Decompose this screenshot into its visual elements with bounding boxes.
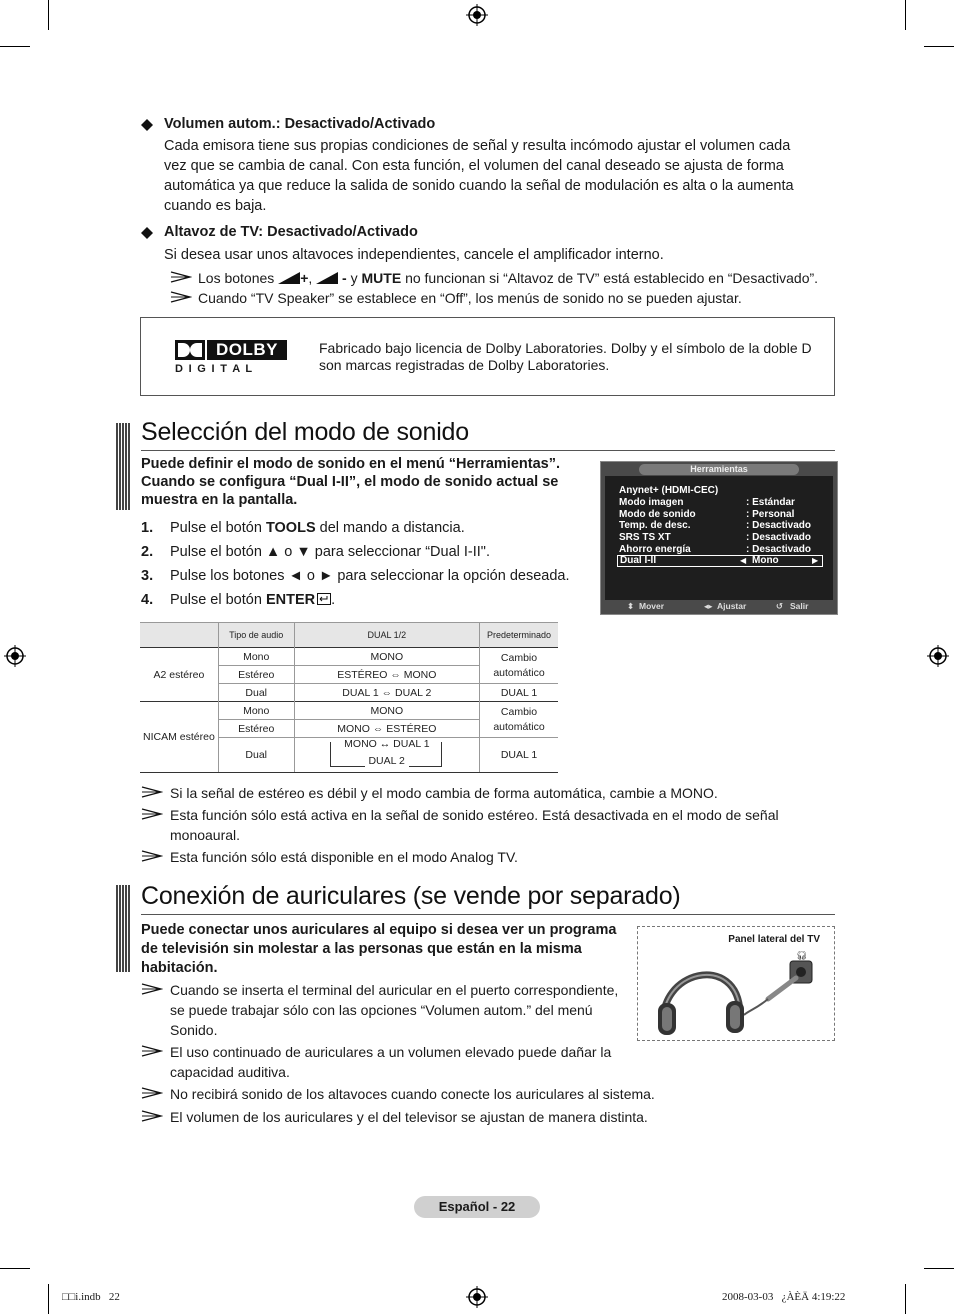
note-text: no funcionan si “Altavoz de TV” está establecido en “Desactivado”. [405,270,819,286]
note-text: Cuando se inserta el terminal del auricular en el puerto correspondiente, se puede trabajar sólo con las opciones “Volumen autom.” del menú Sonido. [170,982,619,1038]
dolby-logo [175,340,293,376]
note-hearing-damage [141,1042,621,1082]
menu-row [619,520,819,532]
section-title-headphones: Conexión de auriculares (se vende por separado) [141,882,681,910]
menu-row-key: Ahorro energía [619,544,691,555]
tools-menu-screenshot [600,461,838,615]
table-cell: Mono [218,648,294,666]
table-group-a2: A2 estéreo [140,648,218,702]
left-arrow-icon: ◀ [740,556,747,565]
sound-mode-intro: Puede definir el modo de sonido en el menú “Herramientas”. Cuando se configura “Dual I-II”, el modo de sonido actual se muestra en la pantalla. [141,456,560,508]
and-word: y [350,270,358,286]
enter-label: ENTER [265,592,316,608]
menu-row [619,485,819,497]
note-text: Esta función sólo está activa en la señal de sonido estéreo. Está desactivada en el modo de señal monoaural. [170,807,779,843]
panel-label: Panel lateral del TV [728,934,820,945]
note-text: No recibirá sonido de los altavoces cuando conecte los auriculares al sistema. [170,1086,655,1102]
menu-row-value: : Desactivado [746,544,812,555]
table-cell: Estéreo [218,720,294,738]
table-cell-line: MONO ↔ DUAL 1 [344,738,430,750]
print-timestamp: 2008-03-03 ¿ÀÈÄ 4:19:22 [722,1291,846,1303]
note-arrow-icon [170,290,192,304]
table-cell: ESTÉREO ⇔ MONO [294,666,479,684]
section-bar [116,423,130,510]
table-header: Tipo de audio [218,623,294,648]
step-text: Pulse el botón [170,592,266,608]
dolby-digital-text: D I G I T A L [175,363,254,375]
menu-row-value: : Desactivado [746,520,812,531]
menu-row [619,497,819,509]
menu-row-value: : Personal [746,509,795,520]
footer-adjust: Ajustar [717,601,747,611]
minus-label: - [342,270,347,286]
table-cell: Dual [218,738,294,773]
volume-auto-title: Volumen autom.: Desactivado/Activado [164,116,436,132]
table-header: Predeterminado [480,623,558,648]
table-cell: DUAL 1 [480,684,558,702]
registration-mark-icon [4,645,26,667]
menu-row-selected [617,555,823,567]
menu-row-key: Modo de sonido [619,509,696,520]
table-header-empty [140,623,218,648]
step-number: 4. [141,592,154,608]
table-cell-dual-cycle [294,738,479,773]
menu-row-key: SRS TS XT [619,532,671,543]
note-arrow-icon [141,807,163,821]
step-4 [141,590,601,614]
step-number: 1. [141,520,154,536]
step-text: del mando a distancia. [315,520,465,536]
dolby-license-text: Fabricado bajo licencia de Dolby Laboratories. Dolby y el símbolo de la doble D son marcas registradas de Dolby Laboratories. [319,340,812,373]
section-rule [141,450,835,451]
table-cell: Estéreo [218,666,294,684]
tv-side-panel-illustration [637,926,835,1041]
note-no-speaker-sound [141,1084,841,1104]
note-arrow-icon [170,270,192,284]
updown-arrow-icon: ⬍ [627,601,635,611]
menu-row-key: Anynet+ (HDMI-CEC) [619,485,719,496]
mute-label: MUTE [361,270,402,286]
table-cell: DUAL 1 ⇔ DUAL 2 [294,684,479,702]
headphones-icon [656,951,826,1039]
section-bar [116,885,130,972]
section-rule [141,914,835,915]
note-stereo-only [141,805,831,845]
diamond-bullet-icon [141,227,153,239]
svg-text:🎧︎: 🎧︎ [796,951,808,961]
audio-mode-table [140,622,558,773]
table-cell: Mono [218,702,294,720]
tools-label: TOOLS [265,520,316,536]
step-text: . [331,592,336,608]
table-cell: MONO [294,648,479,666]
note-text: Si la señal de estéreo es débil y el modo cambia de forma automática, cambie a MONO. [170,785,718,801]
note-arrow-icon [141,982,163,996]
table-cell: Dual [218,684,294,702]
print-file-name: □□i.indb 22 [62,1291,120,1303]
table-cell: MONO ⇔ ESTÉREO [294,720,479,738]
table-cell-line: DUAL 2 [365,755,409,767]
note-text: Esta función sólo está disponible en el modo Analog TV. [170,849,518,865]
right-arrow-icon: ▶ [812,556,819,565]
dolby-double-d-icon [175,340,205,360]
registration-mark-icon [927,645,949,667]
note-arrow-icon [141,1044,163,1058]
plus-label: + [300,270,309,286]
menu-row-key: Temp. de desc. [619,520,691,531]
menu-row-value: : Desactivado [746,532,812,543]
note-text: Los botones [198,270,275,286]
note-arrow-icon [141,785,163,799]
footer-exit: Salir [790,601,809,611]
tools-menu-title: Herramientas [639,464,799,475]
note-stereo-weak [141,783,841,803]
note-headphone-jack [141,980,621,1040]
menu-row-value: Mono [752,555,779,566]
menu-row-key: Dual I-II [620,555,657,566]
dolby-word: DOLBY [207,340,287,360]
step-number: 3. [141,568,154,584]
table-cell: Cambio automático [480,702,558,738]
menu-row [619,532,819,544]
return-icon: ↺ [776,601,784,611]
note-text: Cuando “TV Speaker” se establece en “Off”, los menús de sonido no se pueden ajustar. [198,290,742,306]
comma: , [308,270,313,286]
step-1 [141,518,601,542]
table-row [140,648,558,666]
step-2 [141,542,601,566]
table-row [140,702,558,720]
step-text: Pulse el botón [170,520,266,536]
step-text: Pulse los botones ◄ o ► para seleccionar la opción deseada. [170,568,570,584]
volume-down-icon [316,272,338,284]
step-text: Pulse el botón ▲ o ▼ para seleccionar “Dual I-II". [170,544,490,560]
volume-auto-body: Cada emisora tiene sus propias condiciones de señal y resulta incómodo ajustar el volumen cada vez que se cambia de canal. Con esta función, el volumen del canal deseado se ajusta de forma automática ya que reduce la salida de sonido cuando la señal de modulación es alta o la aumenta cuando es baja. [164,138,794,214]
steps-list [141,518,601,614]
menu-row-key: Modo imagen [619,497,684,508]
note-text: El uso continuado de auriculares a un volumen elevado puede dañar la capacidad auditiva. [170,1044,612,1080]
dolby-box [140,317,835,396]
note-arrow-icon [141,1086,163,1100]
table-cell: DUAL 1 [480,738,558,773]
page-number-badge: Español - 22 [414,1196,540,1218]
diamond-bullet-icon [141,119,153,131]
note-speaker-buttons [170,268,850,288]
note-speaker-off [170,288,850,308]
tv-speaker-title: Altavoz de TV: Desactivado/Activado [164,224,418,240]
tv-speaker-body: Si desea usar unos altavoces independientes, cancele el amplificador interno. [164,247,664,263]
note-text: El volumen de los auriculares y el del televisor se ajustan de manera distinta. [170,1109,648,1125]
registration-mark-icon [466,4,488,26]
headphones-intro: Puede conectar unos auriculares al equipo si desea ver un programa de televisión sin molestar a las personas que están en la misma habitación. [141,922,617,976]
table-header: DUAL 1/2 [294,623,479,648]
footer-move: Mover [639,601,665,611]
note-arrow-icon [141,849,163,863]
table-cell: MONO [294,702,479,720]
enter-icon [317,593,331,605]
table-header-row [140,623,558,648]
step-3 [141,566,601,590]
note-volume-separate [141,1107,841,1127]
leftright-arrow-icon: ◂▸ [704,601,713,611]
table-group-nicam: NICAM estéreo [140,702,218,773]
step-number: 2. [141,544,154,560]
note-arrow-icon [141,1109,163,1123]
menu-row-value: : Estándar [746,497,795,508]
section-title-sound-mode: Selección del modo de sonido [141,418,469,446]
note-analog-only [141,847,841,867]
tools-menu-footer [601,601,837,613]
volume-up-icon [278,272,300,284]
table-cell: Cambio automático [480,648,558,684]
registration-mark-icon [466,1286,488,1308]
